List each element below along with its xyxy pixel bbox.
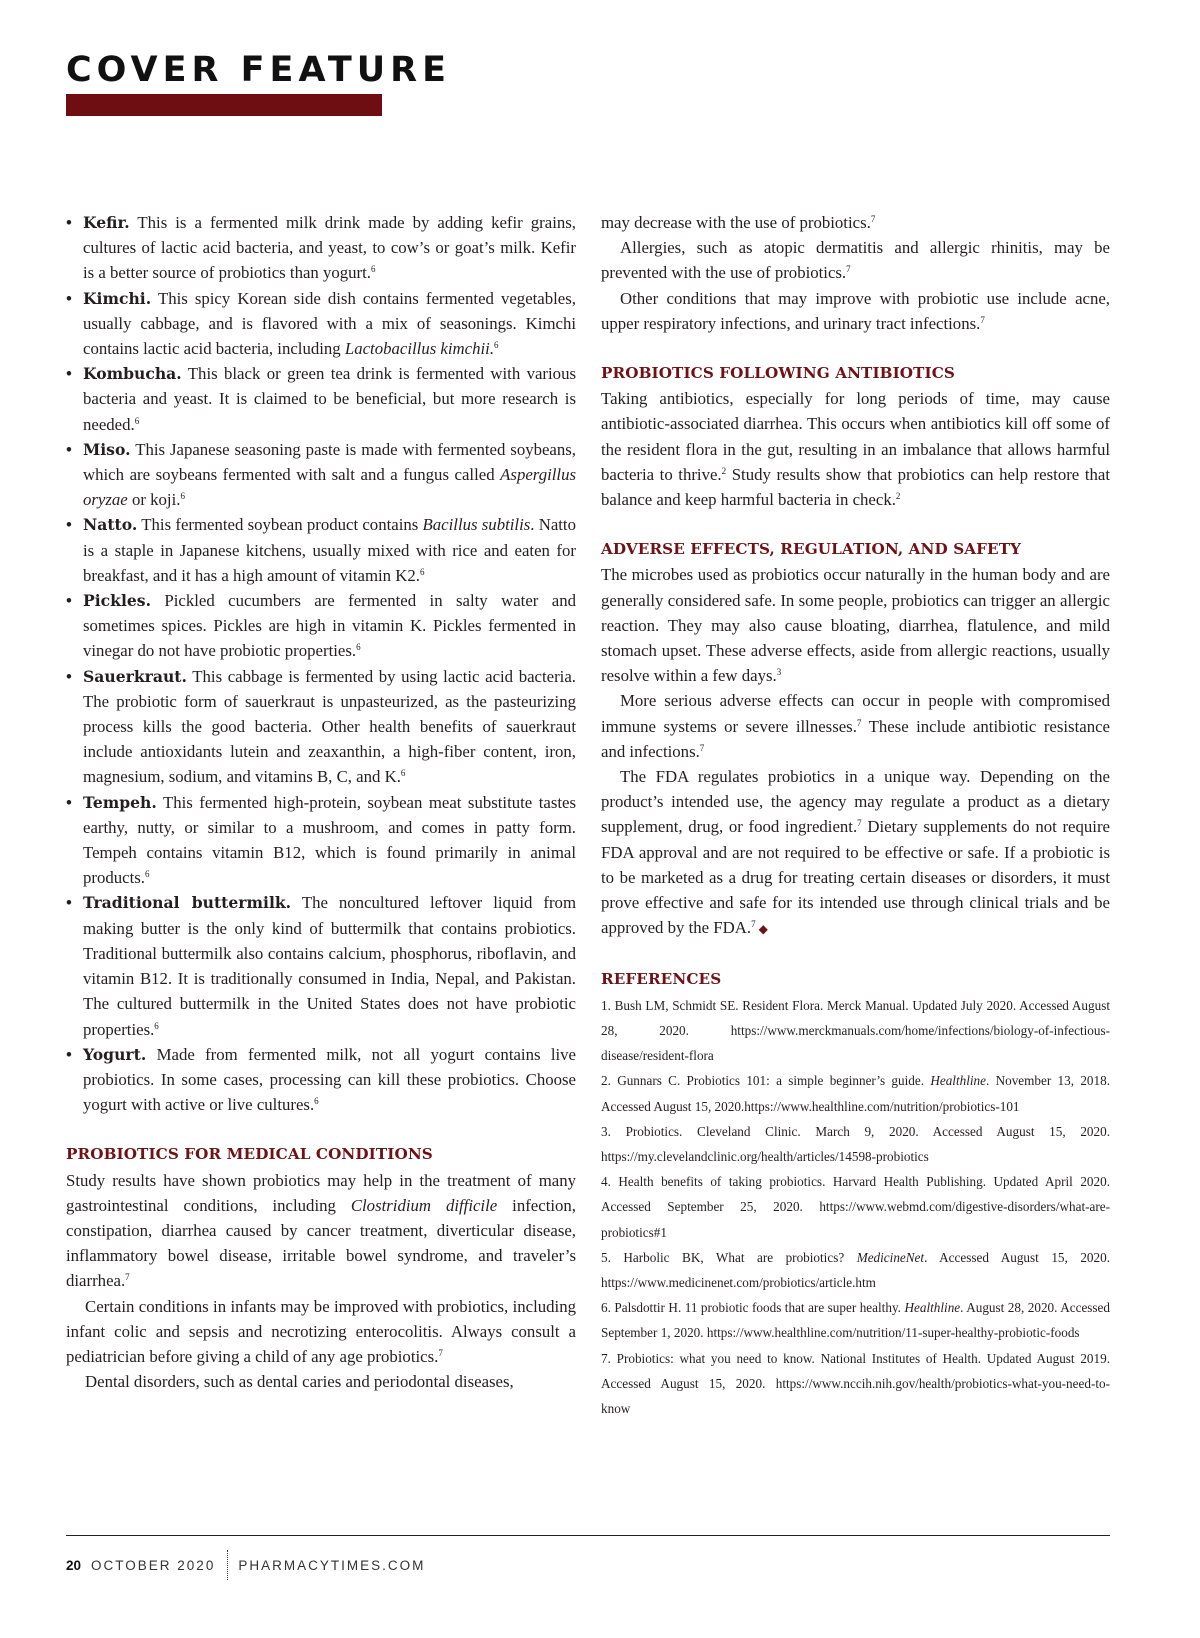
reference-item: 6. Palsdottir H. 11 probiotic foods that are super healthy. Healthline. August 28, 2020. Accessed September 1, 2020. https://www.healthline.com/nutrition/11-super-healthy-probiotic-foods bbox=[601, 1300, 1111, 1341]
fermented-foods-list bbox=[66, 210, 576, 1117]
heading-medical-conditions: PROBIOTICS FOR MEDICAL CONDITIONS bbox=[66, 1145, 433, 1164]
section-title: COVER FEATURE bbox=[66, 50, 451, 90]
reference-item: 7. Probiotics: what you need to know. National Institutes of Health. Updated August 2019. Accessed August 15, 2020. https://www.nccih.nih.gov/health/probiotics-what-you-need-to-know bbox=[601, 1350, 1110, 1416]
reference-item: 2. Gunnars C. Probiotics 101: a simple beginner’s guide. Healthline. November 13, 2018. Accessed August 15, 2020.https://www.healthline.com/nutrition/probiotics-101 bbox=[601, 1073, 1110, 1114]
left-column bbox=[66, 210, 576, 1394]
heading-references: REFERENCES bbox=[601, 970, 722, 989]
list-item-kimchi: • Kimchi. This spicy Korean side dish contains fermented vegetables, usually cabbage, and is flavored with a mix of seasonings. Kimchi contains lactic acid bacteria, including Lactobacillus kimchii.$^6$ bbox=[66, 286, 576, 362]
paragraph: Dental disorders, such as dental caries and periodontal diseases, bbox=[85, 1372, 514, 1392]
references-list bbox=[601, 993, 1110, 1421]
end-of-article-diamond-icon: ◆ bbox=[758, 922, 768, 937]
right-column bbox=[601, 210, 1110, 1421]
paragraph: Other conditions that may improve with probiotic use include acne, upper respiratory infections, and urinary tract infections.$^7$ bbox=[601, 288, 1110, 333]
footer-divider bbox=[66, 1535, 1110, 1536]
paragraph: The microbes used as probiotics occur naturally in the human body and are generally considered safe. In some people, probiotics can trigger an allergic reaction. They may also cause bloating, diarrhea, flatulence, and mild stomach upset. These adverse effects, aside from allergic reactions, usually resolve within a few days.$^3$ bbox=[601, 565, 1110, 686]
title-accent-bar bbox=[66, 94, 382, 116]
list-item-miso: • Miso. This Japanese seasoning paste is made with fermented soybeans, which are soybeans fermented with salt and a fungus called Aspergillus oryzae or koji.$^6$ bbox=[66, 437, 576, 513]
list-item-buttermilk: • Traditional buttermilk. The noncultured leftover liquid from making butter is the only kind of buttermilk that contains probiotics. Traditional buttermilk also contains calcium, phosphorus, riboflavin, and vitamin B12. It is traditionally consumed in India, Nepal, and Pakistan. The cultured buttermilk in the United States does not have probiotic properties.$^6$ bbox=[66, 890, 576, 1041]
paragraph: Study results have shown probiotics may help in the treatment of many gastrointestinal conditions, including Clostridium difficile infection, constipation, diarrhea caused by cancer treatment, diverticular disease, inflammatory bowel disease, irritable bowel syndrome, and traveler’s diarrhea.$^7$ bbox=[66, 1170, 576, 1291]
page-number: 20 bbox=[66, 1557, 82, 1573]
paragraph: may decrease with the use of probiotics.$^7$ bbox=[601, 213, 876, 232]
heading-following-antibiotics: PROBIOTICS FOLLOWING ANTIBIOTICS bbox=[601, 364, 955, 383]
footer-separator bbox=[227, 1550, 228, 1580]
paragraph: Allergies, such as atopic dermatitis and allergic rhinitis, may be prevented with the use of probiotics.$^7$ bbox=[601, 238, 1110, 283]
reference-item: 5. Harbolic BK, What are probiotics? MedicineNet. Accessed August 15, 2020. https://www.medicinenet.com/probiotics/article.htm bbox=[601, 1249, 1110, 1290]
paragraph: More serious adverse effects can occur in people with compromised immune systems or severe illnesses.$^7$ These include antibiotic resistance and infections.$^7$ bbox=[601, 691, 1110, 761]
paragraph: Taking antibiotics, especially for long periods of time, may cause antibiotic-associated diarrhea. This occurs when antibiotics kill off some of the resident flora in the gut, resulting in an imbalance that allows harmful bacteria to thrive.$^2$ Study results show that probiotics can help restore that balance and keep harmful bacteria in check.$^2$ bbox=[601, 389, 1110, 510]
list-item-yogurt: • Yogurt. Made from fermented milk, not all yogurt contains live probiotics. In some cases, processing can kill these probiotics. Choose yogurt with active or live cultures.$^6$ bbox=[66, 1042, 576, 1118]
site-link[interactable]: PHARMACYTIMES.COM bbox=[238, 1557, 426, 1573]
page-footer bbox=[66, 1551, 425, 1579]
paragraph: Certain conditions in infants may be improved with probiotics, including infant colic and sepsis and necrotizing enterocolitis. Always consult a pediatrician before giving a child of any age probiotics.$^7$ bbox=[66, 1296, 576, 1366]
list-item-natto: • Natto. This fermented soybean product contains Bacillus subtilis. Natto is a staple in Japanese kitchens, usually mixed with rice and eaten for breakfast, and it has a high amount of vitamin K2.$^6$ bbox=[66, 512, 576, 588]
list-item-pickles: • Pickles. Pickled cucumbers are fermented in salty water and sometimes spices. Pickles are high in vitamin K. Pickles fermented in vinegar do not have probiotic properties.$^6$ bbox=[66, 588, 576, 664]
reference-item: 1. Bush LM, Schmidt SE. Resident Flora. Merck Manual. Updated July 2020. Accessed August 28, 2020. https://www.merckmanuals.com/home/infections/biology-of-infectious-disease/resident-flora bbox=[601, 997, 1110, 1064]
reference-item: 3. Probiotics. Cleveland Clinic. March 9, 2020. Accessed August 15, 2020. https://my.clevelandclinic.org/health/articles/14598-probiotics bbox=[601, 1123, 1110, 1164]
list-item-kombucha: • Kombucha. This black or green tea drink is fermented with various bacteria and yeast. It is claimed to be beneficial, but more research is needed.$^6$ bbox=[66, 361, 576, 437]
list-item-sauerkraut: • Sauerkraut. This cabbage is fermented by using lactic acid bacteria. The probiotic form of sauerkraut is unpasteurized, as the pasteurizing process kills the good bacteria. Other health benefits of sauerkraut include antioxidants lutein and zeaxanthin, a high-fiber content, iron, magnesium, sodium, and vitamins B, C, and K.$^6$ bbox=[66, 664, 576, 790]
list-item-tempeh: • Tempeh. This fermented high-protein, soybean meat substitute tastes earthy, nutty, or similar to a mushroom, and comes in patty form. Tempeh contains vitamin B12, which is found primarily in animal products.$^6$ bbox=[66, 790, 576, 891]
issue-date: OCTOBER 2020 bbox=[91, 1557, 216, 1573]
list-item-kefir: • Kefir. This is a fermented milk drink made by adding kefir grains, cultures of lactic acid bacteria, and yeast, to cow’s or goat’s milk. Kefir is a better source of probiotics than yogurt.$^6$ bbox=[66, 210, 576, 286]
heading-adverse-effects: ADVERSE EFFECTS, REGULATION, AND SAFETY bbox=[601, 540, 1022, 559]
paragraph: The FDA regulates probiotics in a unique way. Depending on the product’s intended use, the agency may regulate a product as a dietary supplement, drug, or food ingredient.$^7$ Dietary supplements do not require FDA approval and are not required to be effective or safe. If a probiotic is to be marketed as a drug for treating certain diseases or disorders, it must prove effective and safe for its intended use through clinical trials and be approved by the FDA.$^7$ ◆ bbox=[601, 767, 1110, 938]
reference-item: 4. Health benefits of taking probiotics. Harvard Health Publishing. Updated April 2020. Accessed September 25, 2020. https://www.webmd.com/digestive-disorders/what-are-probiotics#1 bbox=[601, 1174, 1110, 1240]
